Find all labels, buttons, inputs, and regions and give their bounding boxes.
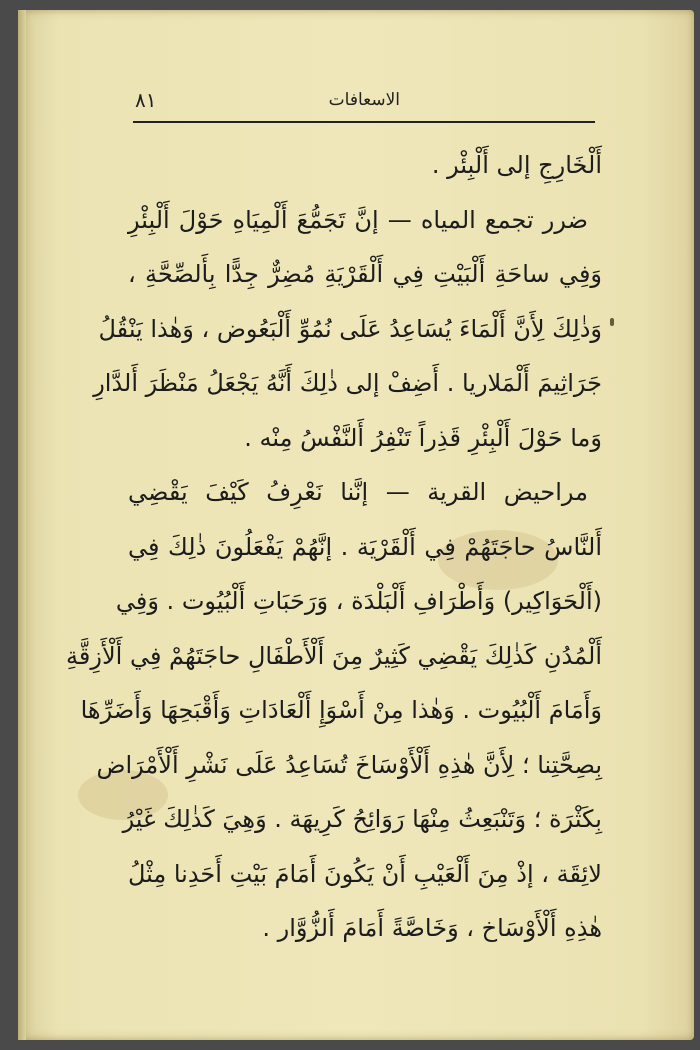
- text-line: أَلنَّاسُ حاجَتَهُمْ فِي أَلْقَرْيَة . إنَّهُمْ يَفْعَلُونَ ذٰلِكَ فِي: [128, 532, 602, 561]
- running-header: [135, 88, 590, 118]
- text-line: لائِقَة ، إذْ مِنَ أَلْعَيْبِ أَنْ يَكُونَ أَمَامَ بَيْتِ أَحَدِنا مِثْلُ: [127, 859, 602, 888]
- text-line: وَفِي ساحَةِ أَلْبَيْتِ فِي أَلْقَرْيَةِ مُضِرٌّ جِدًّا بِأَلصِّحَّةِ ،: [128, 260, 602, 288]
- text-line: بِكَثْرَة ؛ وَتَنْبَعِثُ مِنْهَا رَوَائِحُ كَرِيهَة . وَهِيَ كَذٰلِكَ غَيْرُ: [122, 805, 602, 833]
- text-line: أَلْمُدُنِ كَذٰلِكَ يَقْضِي كَثِيرٌ مِنَ أَلْأَطْفَالِ حاجَتَهُمْ فِي أَلْأَزِقَّةِ: [66, 641, 602, 670]
- page-number: ٨١: [135, 88, 157, 112]
- paragraph-heading-line: مراحيض القرية — إنَّنا نَعْرِفُ كَيْفَ يَقْضِي: [128, 478, 588, 506]
- running-header-title: الاسعافات: [328, 90, 400, 110]
- text-line: أَلْخَارِجِ إلى أَلْبِئْر .: [431, 151, 602, 179]
- ink-mark: [610, 318, 614, 326]
- body-text: [66, 138, 602, 956]
- text-line: جَرَاثِيمَ أَلْمَلاريا . أَضِفْ إلى ذٰلِكَ أَنَّهُ يَجْعَلُ مَنْظَرَ أَلدَّارِ: [93, 369, 602, 397]
- header-rule: [133, 121, 595, 123]
- text-line: وَذٰلِكَ لِأَنَّ أَلْمَاءَ يُسَاعِدُ عَلَى نُمُوِّ أَلْبَعُوض ، وَهٰذا يَنْقُلُ: [98, 314, 602, 343]
- paragraph-heading-line: ضرر تجمع المياه — إنَّ تَجَمُّعَ أَلْمِيَاهِ حَوْلَ أَلْبِئْرِ: [128, 205, 588, 234]
- text-line: وَأَمَامَ أَلْبُيُوت . وَهٰذا مِنْ أَسْوَإِ أَلْعَادَاتِ وَأَقْبَحِهَا وَأَضَرِّهَا: [80, 696, 602, 724]
- text-line: (أَلْحَوَاكِير) وَأَطْرَافِ أَلْبَلْدَة ، وَرَحَبَاتِ أَلْبُيُوت . وَفِي: [115, 587, 602, 615]
- page-spine-edge: [18, 10, 26, 1040]
- text-line: بِصِحَّتِنا ؛ لِأَنَّ هٰذِهِ أَلْأَوْسَاخَ تُسَاعِدُ عَلَى نَشْرِ أَلْأَمْرَاض: [96, 750, 602, 779]
- text-line: هٰذِهِ أَلْأَوْسَاخ ، وَخَاصَّةً أَمَامَ أَلزُّوَّار .: [262, 914, 602, 942]
- text-line: وَما حَوْلَ أَلْبِئْرِ قَذِراً تَنْفِرُ أَلنَّفْسُ مِنْه .: [244, 423, 602, 452]
